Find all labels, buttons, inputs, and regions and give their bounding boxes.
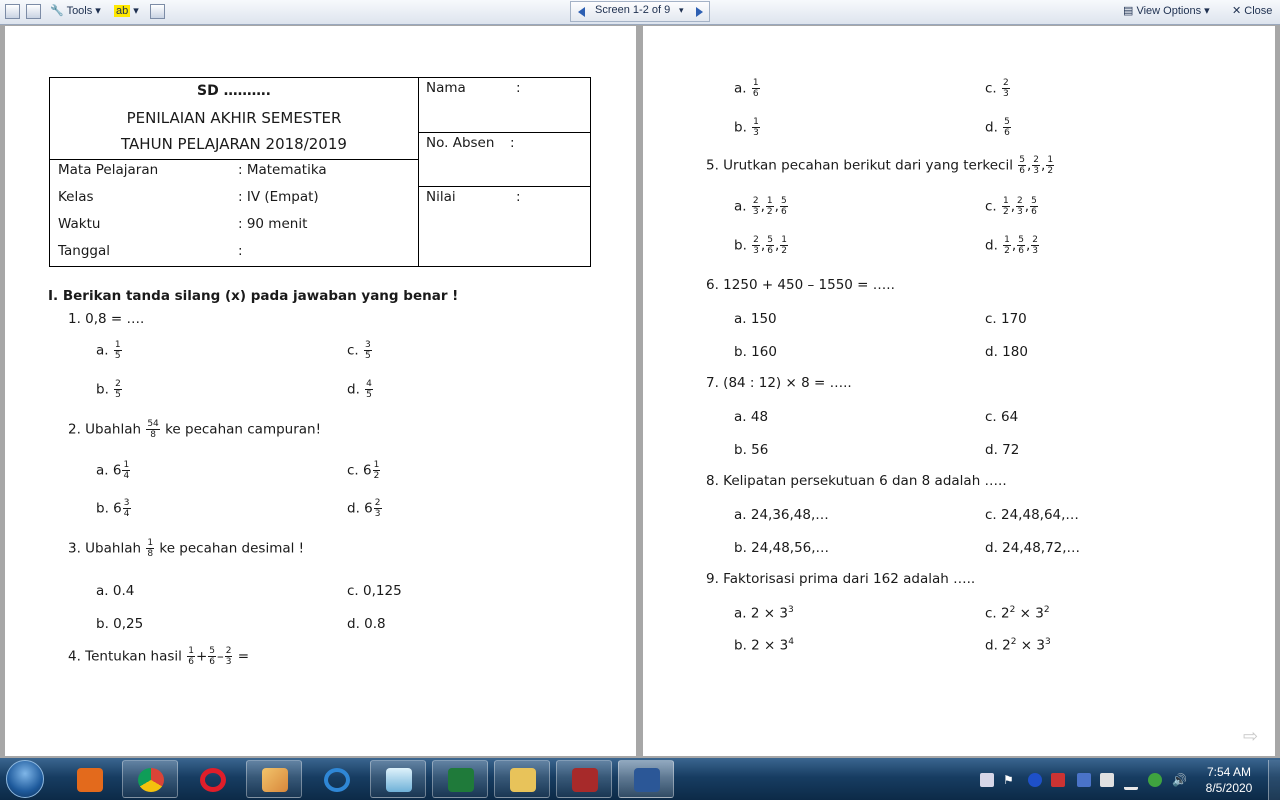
next-page-arrow-icon[interactable]: ⇨ <box>1243 726 1259 746</box>
nilai-colon: : <box>516 189 521 205</box>
academic-year: TAHUN PELAJARAN 2018/2019 <box>121 135 347 153</box>
opera-icon <box>200 768 226 792</box>
field-label: Mata Pelajaran <box>58 162 159 178</box>
exam-header-table <box>49 77 591 267</box>
question-4: 4. Tentukan hasil $\frac{1}{6}$ + $\frac{5}{6}$ – $\frac{2}{3}$ = <box>68 646 250 667</box>
exam-title: PENILAIAN AKHIR SEMESTER <box>126 109 342 127</box>
option-7a[interactable]: a. 48 <box>734 409 769 425</box>
option-5c[interactable]: c. $\frac{1}{2}$ , $\frac{2}{3}$ , $\frac{5}{6}$ <box>985 196 1037 217</box>
option-6c[interactable]: c. 170 <box>985 311 1027 327</box>
option-7d[interactable]: d. 72 <box>985 442 1020 458</box>
start-orb[interactable] <box>6 760 44 798</box>
ie-icon <box>324 768 350 792</box>
option-5b[interactable]: b. $\frac{2}{3}$ , $\frac{5}{6}$ , $\frac{1}{2}$ <box>734 235 787 256</box>
field-value: : <box>238 243 243 259</box>
option-2c[interactable]: c. 6 $\frac{1}{2}$ <box>347 460 380 481</box>
option-9d[interactable]: d. $2^2 \times 3^3$ <box>985 637 1051 654</box>
option-8b[interactable]: b. 24,48,56,… <box>734 540 830 556</box>
network-error-icon[interactable] <box>1051 773 1065 787</box>
field-label: Kelas <box>58 189 94 205</box>
option-2d[interactable]: d. 6 $\frac{2}{3}$ <box>347 498 381 519</box>
option-4b[interactable]: b. $\frac{1}{3}$ <box>734 117 759 138</box>
option-3a[interactable]: a. 0.4 <box>96 583 135 599</box>
chevron-down-icon[interactable]: ▾ <box>679 5 684 15</box>
option-2b[interactable]: b. 6 $\frac{3}{4}$ <box>96 498 130 519</box>
show-desktop-button[interactable] <box>1268 760 1280 800</box>
display-icon[interactable] <box>1077 773 1091 787</box>
question-2: 2. Ubahlah $\frac{54}{8}$ ke pecahan campuran! <box>68 419 322 440</box>
option-3d[interactable]: d. 0.8 <box>347 616 386 632</box>
system-clock[interactable] <box>1196 764 1262 796</box>
option-9a[interactable]: a. $2 \times 3^3$ <box>734 605 794 622</box>
screen-navigator <box>570 1 710 22</box>
close-button[interactable]: ✕ Close <box>1232 5 1273 17</box>
chrome-icon <box>138 768 164 792</box>
question-7: 7. (84 : 12) × 8 = ….. <box>706 375 852 391</box>
section-title: I. Berikan tanda silang (x) pada jawaban yang benar ! <box>48 288 459 304</box>
word-icon <box>634 768 660 792</box>
question-6: 6. 1250 + 450 – 1550 = ….. <box>706 277 895 293</box>
option-7c[interactable]: c. 64 <box>985 409 1019 425</box>
clock-time: 7:54 AM <box>1206 765 1252 779</box>
option-9b[interactable]: b. $2 \times 3^4$ <box>734 637 794 654</box>
opera-button[interactable] <box>184 760 240 798</box>
nama-label: Nama <box>426 80 466 96</box>
paint-button[interactable] <box>246 760 302 798</box>
option-9c[interactable]: c. $2^2 \times 3^2$ <box>985 605 1050 622</box>
question-1: 1. 0,8 = …. <box>68 311 145 327</box>
print-icon[interactable] <box>26 4 41 19</box>
absen-label: No. Absen <box>426 135 495 151</box>
field-value: : IV (Empat) <box>238 189 319 205</box>
field-value: : 90 menit <box>238 216 308 232</box>
option-2a[interactable]: a. 6 $\frac{1}{4}$ <box>96 460 130 481</box>
clock-date: 8/5/2020 <box>1205 781 1253 795</box>
field-label: Tanggal <box>58 243 111 259</box>
media-player-button[interactable] <box>61 760 117 798</box>
flag-icon[interactable]: ⚑ <box>1003 773 1014 787</box>
excel-button[interactable] <box>432 760 488 798</box>
question-8: 8. Kelipatan persekutuan 6 dan 8 adalah ….. <box>706 473 1007 489</box>
access-icon <box>572 768 598 792</box>
tray-app-icon[interactable] <box>980 773 994 787</box>
nama-colon: : <box>516 80 521 96</box>
highlight-menu[interactable]: ab ▾ <box>116 5 139 17</box>
notepad-icon <box>386 768 412 792</box>
close-icon: ✕ <box>1232 5 1242 17</box>
option-8a[interactable]: a. 24,36,48,… <box>734 507 829 523</box>
option-8c[interactable]: c. 24,48,64,… <box>985 507 1079 523</box>
option-4c[interactable]: c. $\frac{2}{3}$ <box>985 78 1009 99</box>
option-1d[interactable]: d. $\frac{4}{5}$ <box>347 379 372 400</box>
next-screen-icon[interactable] <box>696 7 703 17</box>
battery-icon[interactable] <box>1148 773 1162 787</box>
document-page-right[interactable] <box>643 26 1275 756</box>
folder-icon <box>510 768 536 792</box>
option-5a[interactable]: a. $\frac{2}{3}$ , $\frac{1}{2}$ , $\frac{5}{6}$ <box>734 196 787 217</box>
signal-icon[interactable] <box>1124 773 1138 790</box>
highlight-icon: ab <box>116 5 129 17</box>
excel-icon <box>448 768 474 792</box>
explorer-button[interactable] <box>494 760 550 798</box>
option-5d[interactable]: d. $\frac{1}{2}$ , $\frac{5}{6}$ , $\frac{2}{3}$ <box>985 235 1038 256</box>
school-name: SD ………. <box>197 83 271 99</box>
comment-icon[interactable] <box>150 4 165 19</box>
option-6a[interactable]: a. 150 <box>734 311 777 327</box>
option-3c[interactable]: c. 0,125 <box>347 583 402 599</box>
tools-menu[interactable]: 🔧 Tools ▾ <box>50 5 101 17</box>
option-4d[interactable]: d. $\frac{5}{6}$ <box>985 117 1010 138</box>
option-6b[interactable]: b. 160 <box>734 344 777 360</box>
screen-indicator[interactable]: Screen 1-2 of 9 <box>595 4 671 16</box>
question-9: 9. Faktorisasi prima dari 162 adalah ….. <box>706 571 976 587</box>
option-1b[interactable]: b. $\frac{2}{5}$ <box>96 379 121 400</box>
word-button[interactable] <box>618 760 674 798</box>
notepad-button[interactable] <box>370 760 426 798</box>
view-options-button[interactable]: ▤ View Options ▾ <box>1123 5 1210 17</box>
field-label: Waktu <box>58 216 101 232</box>
paint-icon <box>262 768 288 792</box>
option-7b[interactable]: b. 56 <box>734 442 769 458</box>
volume-icon[interactable]: 🔊 <box>1172 773 1187 787</box>
field-value: : Matematika <box>238 162 327 178</box>
chrome-button[interactable] <box>122 760 178 798</box>
tools-icon: 🔧 <box>50 5 64 17</box>
absen-colon: : <box>510 135 515 151</box>
previous-screen-icon[interactable] <box>578 7 585 17</box>
option-4a[interactable]: a. $\frac{1}{6}$ <box>734 78 759 99</box>
media-player-icon <box>77 768 103 792</box>
document-page-left[interactable] <box>5 26 636 756</box>
option-3b[interactable]: b. 0,25 <box>96 616 144 632</box>
option-1c[interactable]: c. $\frac{3}{5}$ <box>347 340 371 361</box>
reading-toolbar <box>0 0 1280 25</box>
ie-button[interactable] <box>308 760 364 798</box>
option-8d[interactable]: d. 24,48,72,… <box>985 540 1081 556</box>
nilai-label: Nilai <box>426 189 456 205</box>
option-6d[interactable]: d. 180 <box>985 344 1028 360</box>
question-5: 5. Urutkan pecahan berikut dari yang terkecil $\frac{5}{6}$ , $\frac{2}{3}$ , $\frac{1}{2}$ <box>706 155 1054 176</box>
option-1a[interactable]: a. $\frac{1}{5}$ <box>96 340 121 361</box>
view-options-icon: ▤ <box>1123 5 1134 17</box>
question-3: 3. Ubahlah $\frac{1}{8}$ ke pecahan desimal ! <box>68 538 305 559</box>
save-icon[interactable] <box>5 4 20 19</box>
bluetooth-icon[interactable] <box>1028 773 1042 787</box>
usb-icon[interactable] <box>1100 773 1114 787</box>
access-button[interactable] <box>556 760 612 798</box>
